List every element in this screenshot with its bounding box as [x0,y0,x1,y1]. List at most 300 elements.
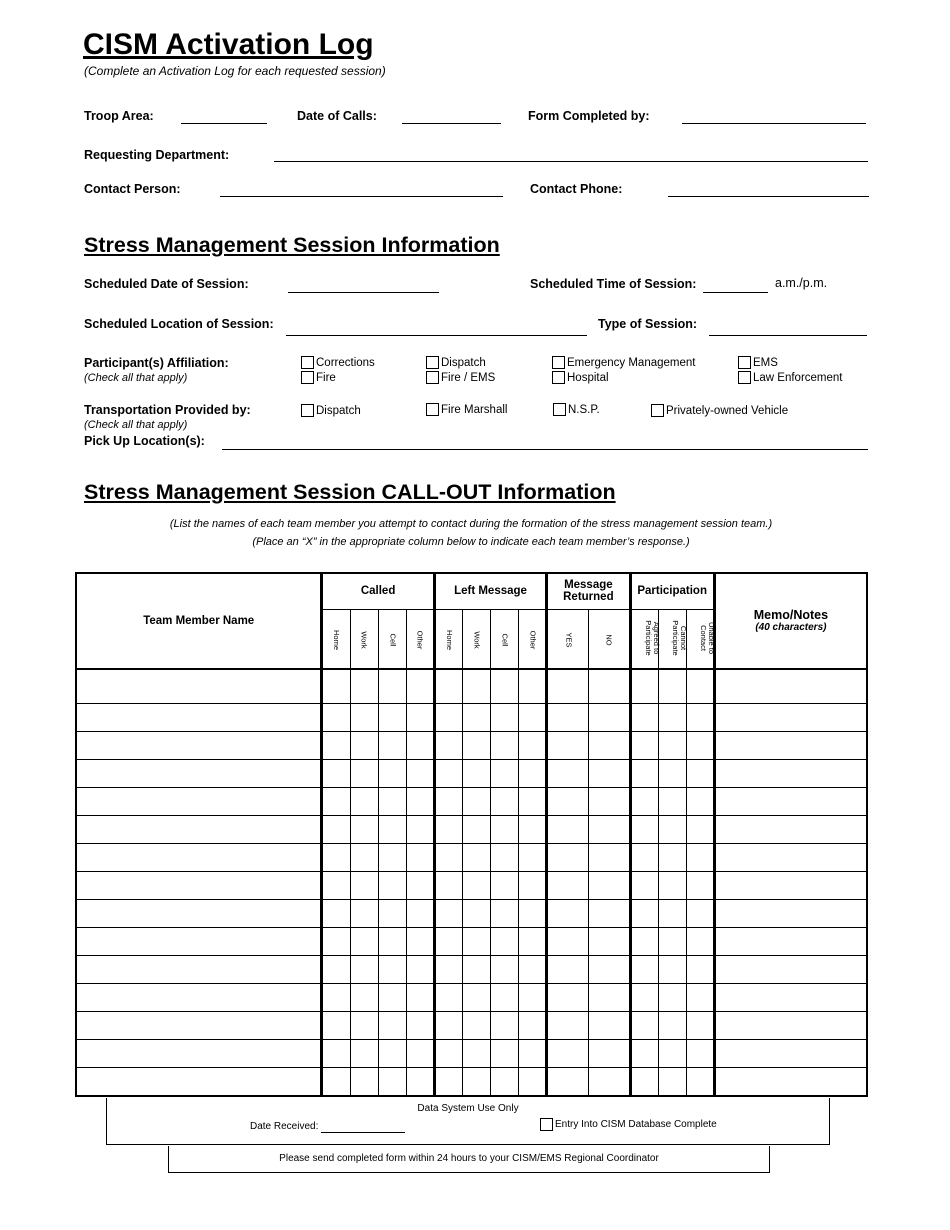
response-cell[interactable] [350,759,378,787]
response-cell[interactable] [434,843,462,871]
response-cell[interactable] [490,871,518,899]
response-cell[interactable] [589,899,630,927]
response-cell[interactable] [378,899,406,927]
response-cell[interactable] [658,1011,686,1039]
response-cell[interactable] [350,899,378,927]
response-cell[interactable] [406,1011,434,1039]
response-cell[interactable] [658,871,686,899]
response-cell[interactable] [462,899,490,927]
team-member-name-cell[interactable] [76,669,322,704]
response-cell[interactable] [630,1039,658,1067]
memo-cell[interactable] [714,899,867,927]
memo-cell[interactable] [714,955,867,983]
table-row [76,731,867,759]
response-cell[interactable] [547,955,589,983]
response-cell[interactable] [462,731,490,759]
response-cell[interactable] [658,703,686,731]
response-cell[interactable] [350,731,378,759]
response-cell[interactable] [589,1039,630,1067]
checkbox-dispatch[interactable] [426,356,486,369]
response-cell[interactable] [350,1011,378,1039]
response-cell[interactable] [378,759,406,787]
response-cell[interactable] [658,927,686,955]
send-note: Please send completed form within 24 hours to your CISM/EMS Regional Coordinator [279,1153,659,1164]
checkbox-box [426,356,439,369]
response-cell[interactable] [589,1011,630,1039]
team-member-name-cell[interactable] [76,815,322,843]
response-cell[interactable] [434,759,462,787]
callout-heading: Stress Management Session CALL-OUT Information [84,480,616,504]
response-cell[interactable] [406,703,434,731]
memo-cell[interactable] [714,787,867,815]
response-cell[interactable] [589,843,630,871]
scheduled-time-field[interactable] [703,292,768,293]
response-cell[interactable] [434,871,462,899]
response-cell[interactable] [322,731,350,759]
response-cell[interactable] [630,871,658,899]
response-cell[interactable] [630,1067,658,1096]
response-cell[interactable] [434,927,462,955]
team-member-name-cell[interactable] [76,899,322,927]
response-cell[interactable] [490,669,518,704]
response-cell[interactable] [686,669,714,704]
response-cell[interactable] [378,843,406,871]
memo-cell[interactable] [714,815,867,843]
response-cell[interactable] [406,669,434,704]
response-cell[interactable] [462,871,490,899]
response-cell[interactable] [378,731,406,759]
requesting-department-field[interactable] [274,161,868,162]
response-cell[interactable] [589,1067,630,1096]
date-received-field[interactable] [321,1132,405,1133]
response-cell[interactable] [434,1011,462,1039]
memo-header [714,573,867,669]
response-cell[interactable] [490,1039,518,1067]
response-cell[interactable] [547,899,589,927]
checkbox-label: Entry Into CISM Database Complete [555,1119,717,1130]
response-cell[interactable] [519,1011,547,1039]
response-cell[interactable] [322,955,350,983]
called-home-header: Home [322,609,350,669]
memo-cell[interactable] [714,927,867,955]
response-cell[interactable] [462,927,490,955]
cannot-header: Cannot Participate [658,609,686,669]
unable-header: Unable to Contact [686,609,714,669]
checkbox-label: Privately-owned Vehicle [666,404,789,417]
response-cell[interactable] [686,815,714,843]
team-member-name-cell[interactable] [76,843,322,871]
response-cell[interactable] [406,815,434,843]
memo-cell[interactable] [714,731,867,759]
response-cell[interactable] [589,759,630,787]
response-cell[interactable] [490,983,518,1011]
memo-cell[interactable] [714,703,867,731]
team-member-name-cell[interactable] [76,927,322,955]
response-cell[interactable] [519,871,547,899]
agreed-header: Agreed to Participate [630,609,658,669]
response-cell[interactable] [434,731,462,759]
response-cell[interactable] [547,983,589,1011]
response-cell[interactable] [686,899,714,927]
checkbox-law-enforcement[interactable] [738,371,843,384]
response-cell[interactable] [378,815,406,843]
response-cell[interactable] [322,703,350,731]
response-cell[interactable] [658,669,686,704]
table-row [76,1011,867,1039]
form-completed-by-label: Form Completed by: [528,109,650,123]
type-of-session-field[interactable] [709,335,867,336]
table-row [76,843,867,871]
response-cell[interactable] [378,669,406,704]
response-cell[interactable] [686,787,714,815]
response-cell[interactable] [547,1039,589,1067]
pickup-label: Pick Up Location(s): [84,434,205,448]
memo-cell[interactable] [714,1067,867,1096]
response-cell[interactable] [658,759,686,787]
response-cell[interactable] [630,815,658,843]
response-cell[interactable] [490,703,518,731]
response-cell[interactable] [547,787,589,815]
response-cell[interactable] [378,955,406,983]
table-row [76,1067,867,1096]
response-cell[interactable] [322,871,350,899]
response-cell[interactable] [658,1039,686,1067]
response-cell[interactable] [350,983,378,1011]
checkbox-box [552,371,565,384]
scheduled-time-label: Scheduled Time of Session: [530,277,697,291]
response-cell[interactable] [462,703,490,731]
response-cell[interactable] [490,815,518,843]
response-cell[interactable] [406,1067,434,1096]
page-title: CISM Activation Log [83,28,374,61]
response-cell[interactable] [589,669,630,704]
response-cell[interactable] [378,1011,406,1039]
send-note-box [168,1146,770,1173]
checkbox-box [301,404,314,417]
troop-area-field[interactable] [181,123,267,124]
response-cell[interactable] [630,703,658,731]
response-cell[interactable] [322,1067,350,1096]
response-cell[interactable] [434,983,462,1011]
data-system-label: Data System Use Only [417,1103,519,1114]
checkbox-ems[interactable] [738,356,778,369]
response-cell[interactable] [630,955,658,983]
response-cell[interactable] [547,927,589,955]
response-cell[interactable] [490,899,518,927]
response-cell[interactable] [378,1039,406,1067]
response-cell[interactable] [686,759,714,787]
response-cell[interactable] [686,843,714,871]
response-cell[interactable] [589,871,630,899]
response-cell[interactable] [589,927,630,955]
response-cell[interactable] [378,703,406,731]
response-cell[interactable] [686,1011,714,1039]
response-cell[interactable] [378,871,406,899]
date-of-calls-field[interactable] [402,123,501,124]
form-completed-by-field[interactable] [682,123,866,124]
response-cell[interactable] [378,1067,406,1096]
response-cell[interactable] [350,1039,378,1067]
response-cell[interactable] [322,1011,350,1039]
response-cell[interactable] [630,759,658,787]
left-message-header: Left Message [434,573,546,609]
response-cell[interactable] [547,669,589,704]
response-cell[interactable] [378,983,406,1011]
response-cell[interactable] [434,787,462,815]
team-member-name-cell[interactable] [76,955,322,983]
response-cell[interactable] [350,703,378,731]
response-cell[interactable] [406,787,434,815]
response-cell[interactable] [519,703,547,731]
checkbox-emergency-management[interactable] [552,356,695,369]
response-cell[interactable] [658,731,686,759]
scheduled-location-field[interactable] [286,335,587,336]
response-cell[interactable] [686,1067,714,1096]
team-member-name-cell[interactable] [76,787,322,815]
memo-cell[interactable] [714,983,867,1011]
response-cell[interactable] [547,843,589,871]
response-cell[interactable] [406,927,434,955]
response-cell[interactable] [322,899,350,927]
response-cell[interactable] [519,1067,547,1096]
response-cell[interactable] [519,983,547,1011]
response-cell[interactable] [686,703,714,731]
checkbox-corrections[interactable] [301,356,375,369]
response-cell[interactable] [519,1039,547,1067]
response-cell[interactable] [547,759,589,787]
response-cell[interactable] [406,731,434,759]
transport-note: (Check all that apply) [84,419,188,431]
memo-cell[interactable] [714,1011,867,1039]
response-cell[interactable] [322,787,350,815]
response-cell[interactable] [322,759,350,787]
checkbox-fire-marshall[interactable] [426,403,507,416]
response-cell[interactable] [378,787,406,815]
response-cell[interactable] [589,731,630,759]
response-cell[interactable] [490,787,518,815]
response-cell[interactable] [490,1067,518,1096]
response-cell[interactable] [519,899,547,927]
checkbox-transport-dispatch[interactable] [301,404,361,417]
callout-note-2: (Place an “X” in the appropriate column below to indicate each team member’s response.) [252,536,690,548]
date-received-label: Date Received: [250,1121,319,1132]
response-cell[interactable] [350,843,378,871]
response-cell[interactable] [490,843,518,871]
response-cell[interactable] [630,731,658,759]
team-member-name-cell[interactable] [76,1039,322,1067]
response-cell[interactable] [686,1039,714,1067]
response-cell[interactable] [350,815,378,843]
response-cell[interactable] [322,927,350,955]
checkbox-label: Emergency Management [567,356,696,369]
checkbox-hospital[interactable] [552,371,609,384]
scheduled-date-field[interactable] [288,292,439,293]
response-cell[interactable] [462,955,490,983]
checkbox-label: N.S.P. [568,403,600,416]
checkbox-label: Corrections [316,356,375,369]
response-cell[interactable] [589,703,630,731]
response-cell[interactable] [658,843,686,871]
response-cell[interactable] [686,927,714,955]
table-row [76,669,867,704]
contact-phone-label: Contact Phone: [530,182,623,196]
checkbox-box [426,403,439,416]
response-cell[interactable] [350,871,378,899]
date-of-calls-label: Date of Calls: [297,109,377,123]
contact-phone-field[interactable] [668,196,869,197]
checkbox-label: EMS [753,356,778,369]
response-cell[interactable] [589,787,630,815]
response-cell[interactable] [434,1039,462,1067]
response-cell[interactable] [406,1039,434,1067]
response-cell[interactable] [547,871,589,899]
response-cell[interactable] [519,927,547,955]
response-cell[interactable] [547,1067,589,1096]
table-row [76,871,867,899]
response-cell[interactable] [434,1067,462,1096]
response-cell[interactable] [434,815,462,843]
response-cell[interactable] [589,955,630,983]
checkbox-box [738,371,751,384]
response-cell[interactable] [519,731,547,759]
response-cell[interactable] [434,899,462,927]
response-cell[interactable] [462,1067,490,1096]
response-cell[interactable] [350,669,378,704]
response-cell[interactable] [322,815,350,843]
response-cell[interactable] [462,1039,490,1067]
response-cell[interactable] [490,927,518,955]
response-cell[interactable] [686,955,714,983]
memo-cell[interactable] [714,669,867,704]
response-cell[interactable] [350,955,378,983]
contact-person-field[interactable] [220,196,503,197]
response-cell[interactable] [462,843,490,871]
response-cell[interactable] [630,899,658,927]
response-cell[interactable] [434,669,462,704]
response-cell[interactable] [406,955,434,983]
response-cell[interactable] [519,787,547,815]
response-cell[interactable] [350,1067,378,1096]
checkbox-label: Dispatch [316,404,361,417]
response-cell[interactable] [519,759,547,787]
response-cell[interactable] [406,843,434,871]
response-cell[interactable] [406,871,434,899]
troop-area-label: Troop Area: [84,109,154,123]
response-cell[interactable] [519,815,547,843]
response-cell[interactable] [658,787,686,815]
checkbox-label: Fire / EMS [441,371,496,384]
response-cell[interactable] [630,787,658,815]
response-cell[interactable] [434,955,462,983]
response-cell[interactable] [658,899,686,927]
response-cell[interactable] [350,927,378,955]
memo-cell[interactable] [714,759,867,787]
checkbox-nsp[interactable] [553,403,600,416]
checkbox-fire[interactable] [301,371,336,384]
checkbox-box [553,403,566,416]
team-member-name-cell[interactable] [76,1067,322,1096]
memo-cell[interactable] [714,843,867,871]
response-cell[interactable] [686,731,714,759]
table-row [76,703,867,731]
response-cell[interactable] [322,983,350,1011]
response-cell[interactable] [547,1011,589,1039]
left-work-header: Work [462,609,490,669]
response-cell[interactable] [322,843,350,871]
response-cell[interactable] [322,1039,350,1067]
checkbox-private-vehicle[interactable] [651,404,788,417]
team-member-name-cell[interactable] [76,871,322,899]
response-cell[interactable] [589,815,630,843]
response-cell[interactable] [490,955,518,983]
response-cell[interactable] [630,1011,658,1039]
response-cell[interactable] [462,759,490,787]
callout-table [75,572,868,1097]
memo-cell[interactable] [714,1039,867,1067]
response-cell[interactable] [630,669,658,704]
page-subtitle: (Complete an Activation Log for each requested session) [84,64,386,78]
checkbox-fire-ems[interactable] [426,371,495,384]
response-cell[interactable] [630,843,658,871]
response-cell[interactable] [519,843,547,871]
response-cell[interactable] [589,983,630,1011]
response-cell[interactable] [350,787,378,815]
checkbox-label: Fire Marshall [441,403,508,416]
response-cell[interactable] [519,955,547,983]
pickup-field[interactable] [222,449,868,450]
response-cell[interactable] [406,899,434,927]
response-cell[interactable] [547,731,589,759]
team-member-name-cell[interactable] [76,703,322,731]
response-cell[interactable] [462,983,490,1011]
response-cell[interactable] [630,983,658,1011]
team-member-name-cell[interactable] [76,731,322,759]
checkbox-box [426,371,439,384]
response-cell[interactable] [519,669,547,704]
team-member-name-cell[interactable] [76,759,322,787]
scheduled-location-label: Scheduled Location of Session: [84,317,274,331]
checkbox-entry-complete[interactable] [540,1118,717,1131]
memo-cell[interactable] [714,871,867,899]
response-cell[interactable] [490,1011,518,1039]
response-cell[interactable] [462,669,490,704]
response-cell[interactable] [547,815,589,843]
table-row [76,983,867,1011]
response-cell[interactable] [462,815,490,843]
response-cell[interactable] [322,669,350,704]
response-cell[interactable] [658,1067,686,1096]
response-cell[interactable] [658,955,686,983]
team-member-name-cell[interactable] [76,1011,322,1039]
response-cell[interactable] [406,759,434,787]
response-cell[interactable] [686,871,714,899]
response-cell[interactable] [658,983,686,1011]
response-cell[interactable] [378,927,406,955]
response-cell[interactable] [434,703,462,731]
response-cell[interactable] [630,927,658,955]
response-cell[interactable] [462,1011,490,1039]
response-cell[interactable] [406,983,434,1011]
response-cell[interactable] [686,983,714,1011]
response-cell[interactable] [462,787,490,815]
response-cell[interactable] [490,759,518,787]
response-cell[interactable] [490,731,518,759]
returned-yes-header: YES [547,609,589,669]
contact-person-label: Contact Person: [84,182,181,196]
response-cell[interactable] [658,815,686,843]
response-cell[interactable] [547,703,589,731]
team-member-name-cell[interactable] [76,983,322,1011]
